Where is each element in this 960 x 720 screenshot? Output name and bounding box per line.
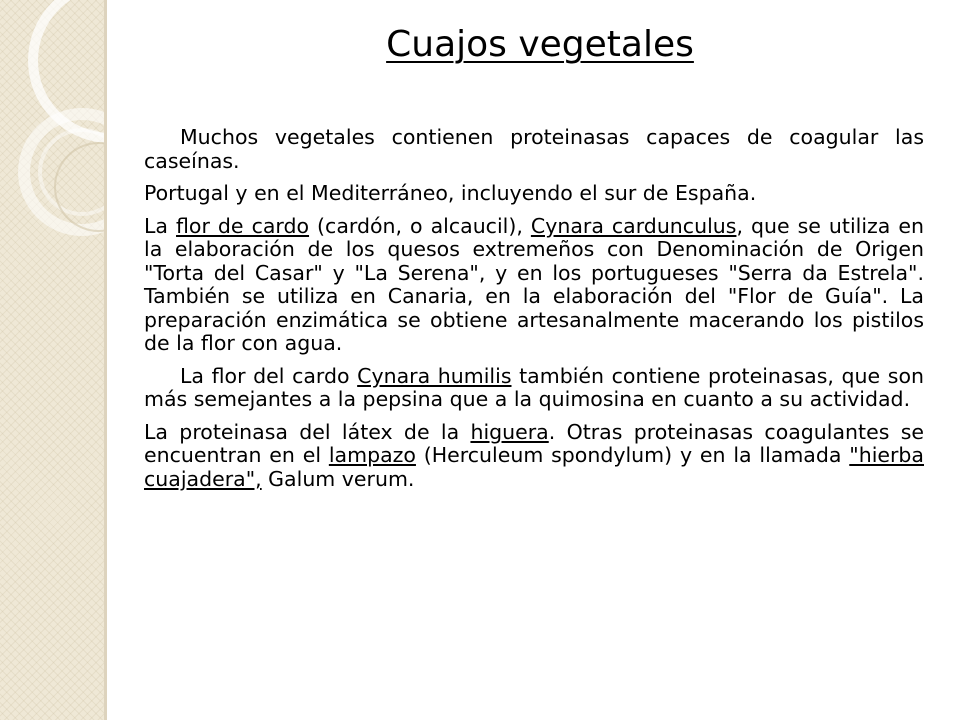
paragraph-text: La: [144, 213, 177, 238]
link-higuera[interactable]: higuera: [470, 419, 549, 444]
slide-body: [144, 126, 924, 500]
decorative-sidebar: [0, 0, 107, 720]
paragraph-text: , que se utiliza en la elaboración de los quesos extremeños con Denominación de Origen "Torta del Casar" y "La Serena", y en los portugueses "Serra da Estrela". También se utiliza en Canaria, en la elaboración del "Flor de Guía". La preparación enzimática se obtiene artesanalmente macerando los pistilos de la flor con agua.: [144, 213, 924, 355]
paragraph-cynara-humilis: [144, 365, 924, 412]
paragraph-flor-de-cardo: [144, 215, 924, 356]
paragraph-text: también contiene proteinasas, que son más semejantes a la pepsina que a la quimosina en cuanto a su actividad.: [144, 363, 924, 411]
paragraph-text: (cardón, o alcaucil),: [309, 213, 531, 238]
link-lampazo[interactable]: lampazo: [328, 443, 416, 467]
paragraph-vegetable-proteinases: [144, 126, 924, 173]
paragraph-text: . Otras proteinasas coagulantes se encuentran en el: [144, 419, 924, 467]
paragraph-latex-higuera: [144, 421, 924, 492]
paragraph-portugal-mediterranean: [144, 182, 924, 206]
sidebar-edge: [104, 0, 107, 720]
paragraph-text: Muchos vegetales contienen proteinasas capaces de coagular las caseínas.: [144, 125, 924, 173]
link-hierba-cuajadera[interactable]: "hierba cuajadera",: [144, 443, 924, 491]
link-flor-de-cardo[interactable]: flor de cardo: [176, 213, 310, 238]
link-cynara-cardunculus[interactable]: Cynara cardunculus: [530, 213, 737, 238]
paragraph-text: (Herculeum spondylum) y en la llamada: [415, 443, 850, 467]
paragraph-text: Galum verum.: [261, 466, 415, 491]
paragraph-text: La flor del cardo: [180, 363, 358, 388]
link-cynara-humilis[interactable]: Cynara humilis: [357, 363, 512, 388]
paragraph-text: Portugal y en el Mediterráneo, incluyendo el sur de España.: [144, 181, 757, 205]
slide-title: Cuajos vegetales: [386, 24, 694, 65]
paragraph-text: La proteinasa del látex de la: [144, 419, 471, 444]
